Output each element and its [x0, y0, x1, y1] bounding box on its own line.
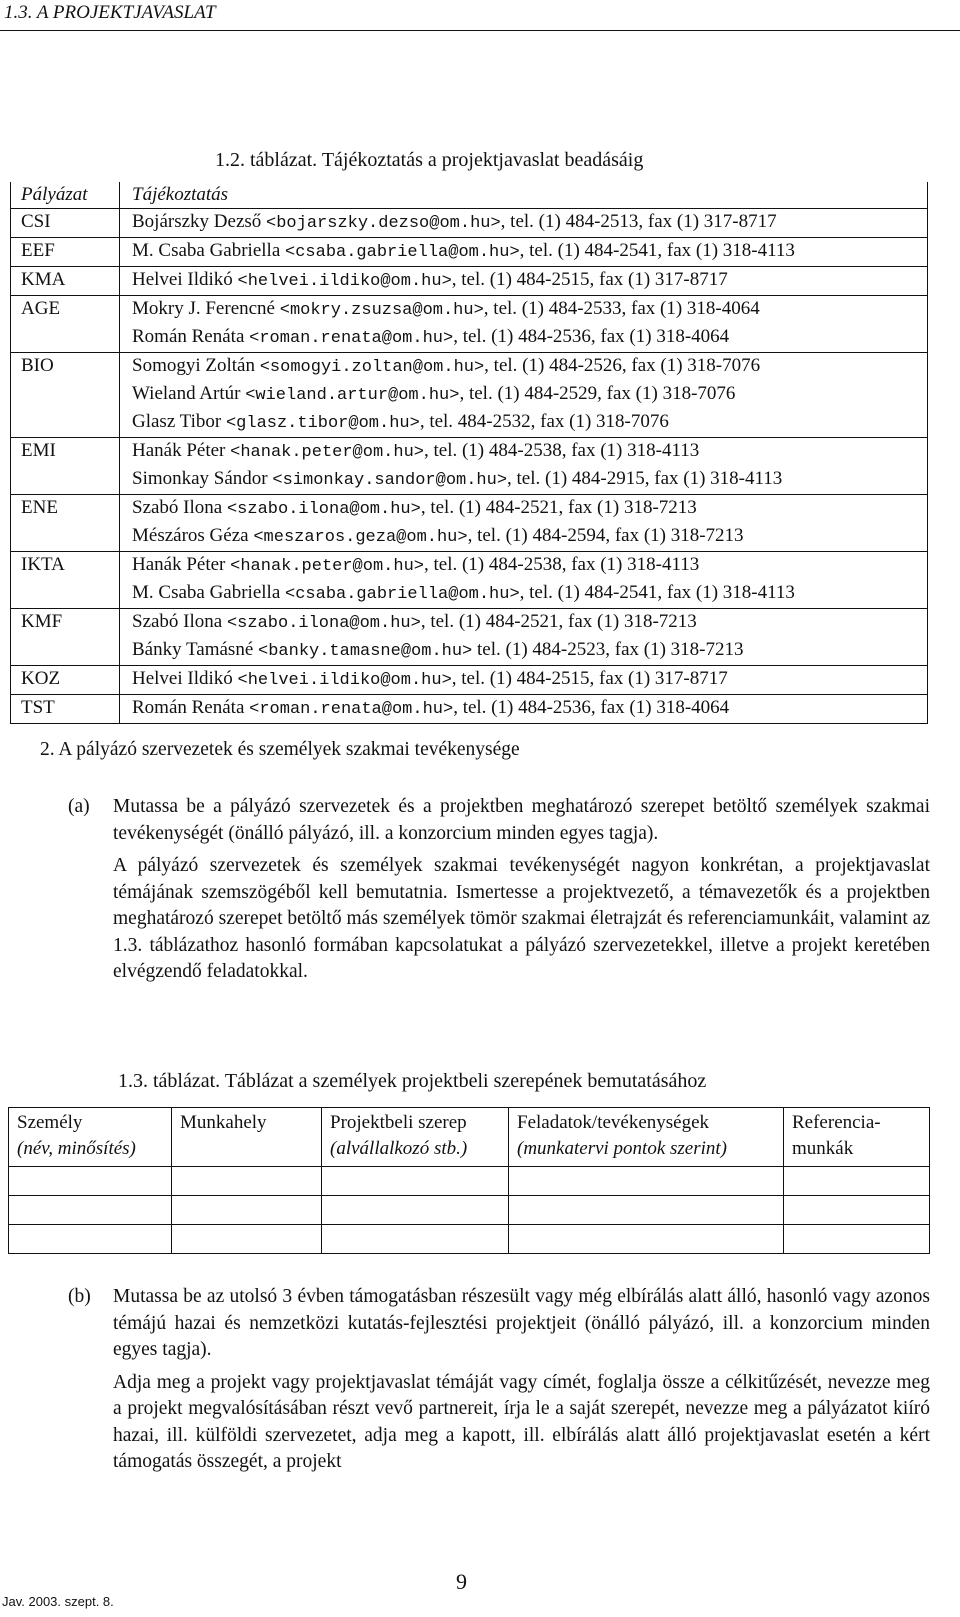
table-cell	[172, 1225, 322, 1254]
program-code: KMA	[11, 267, 120, 296]
column-header-palyazat: Pályázat	[11, 182, 120, 209]
contact-email: <szabo.ilona@om.hu>	[226, 614, 421, 633]
table-row	[11, 267, 928, 296]
contact-phone-fax: , tel. (1) 484-2521, fax (1) 318-7213	[420, 497, 697, 518]
contact-phone-fax: , tel. (1) 484-2538, fax (1) 318-4113	[423, 440, 700, 461]
contact-phone-fax: , tel. (1) 484-2536, fax (1) 318-4064	[453, 697, 730, 718]
contact-phone-fax: , tel. (1) 484-2521, fax (1) 318-7213	[420, 611, 697, 632]
contact-info	[120, 409, 928, 438]
roles-table	[8, 1107, 930, 1254]
table-cell	[172, 1196, 322, 1225]
contact-info	[120, 296, 928, 325]
contact-email: <helvei.ildiko@om.hu>	[237, 272, 452, 291]
contact-info	[120, 466, 928, 495]
table-cell	[784, 1225, 930, 1254]
program-code: KOZ	[11, 666, 120, 695]
contact-info	[120, 353, 928, 382]
column-header	[9, 1108, 172, 1167]
program-code	[11, 580, 120, 609]
table-header-row	[11, 182, 928, 209]
contact-phone-fax: , tel. (1) 484-2513, fax (1) 317-8717	[500, 211, 777, 232]
contact-email: <somogyi.zoltan@om.hu>	[259, 358, 485, 377]
table-caption: 1.3. táblázat. Táblázat a személyek projektbeli szerepének bemutatásához	[118, 1070, 707, 1092]
table-cell	[9, 1167, 172, 1196]
contact-email: <csaba.gabriella@om.hu>	[285, 243, 520, 262]
table-cell	[784, 1196, 930, 1225]
contact-info	[120, 695, 928, 724]
header-rule	[0, 30, 960, 31]
item-paragraph: Mutassa be az utolsó 3 évben támogatásban részesült vagy még elbírálás alatt álló, hasonló vagy azonos témájú hazai és nemzetközi kutatás-fejlesztési projektjeit (önálló pályázó, ill. a konzorcium minden egyes tagja).	[113, 1286, 930, 1360]
program-code: KMF	[11, 609, 120, 638]
contact-name: Wieland Artúr	[132, 383, 246, 404]
table-cell	[172, 1167, 322, 1196]
table-row	[11, 580, 928, 609]
contact-info	[120, 523, 928, 552]
table-row	[11, 666, 928, 695]
contact-name: Szabó Ilona	[132, 497, 227, 518]
table-row	[11, 209, 928, 238]
header-main: Projektbeli szerep	[330, 1112, 467, 1133]
contact-phone-fax: , tel. (1) 484-2515, fax (1) 317-8717	[451, 269, 728, 290]
contact-name: Somogyi Zoltán	[132, 355, 260, 376]
program-code: EMI	[11, 438, 120, 467]
program-code	[11, 523, 120, 552]
contact-phone-fax: , tel. (1) 484-2533, fax (1) 318-4064	[483, 298, 760, 319]
contact-email: <roman.renata@om.hu>	[249, 329, 454, 348]
contact-phone-fax: , tel. 484-2532, fax (1) 318-7076	[419, 411, 669, 432]
contact-info	[120, 637, 928, 666]
table-row	[11, 495, 928, 524]
contact-email: <helvei.ildiko@om.hu>	[237, 671, 452, 690]
column-header	[509, 1108, 784, 1167]
table-row	[11, 409, 928, 438]
item-paragraph: A pályázó szervezetek és személyek szakmai tevékenységét nagyon konkrétan, a projektjavaslat témájának szemszögéből kell bemutatnia. Ismertesse a projektvezető, a témavezetők és a projektben meghatározó szerepet betöltő más személyek tömör szakmai életrajzát és referenciamunkáit, valamint az 1.3. táblázathoz hasonló formában kapcsolatukat a pályázó szervezetekkel, illetve a projekt keretében elvégzendő feladatokkal.	[113, 855, 930, 982]
contact-phone-fax: , tel. (1) 484-2526, fax (1) 318-7076	[484, 355, 761, 376]
header-main: Személy	[17, 1112, 83, 1133]
contact-email: <mokry.zsuzsa@om.hu>	[279, 301, 484, 320]
table-row	[11, 381, 928, 409]
table-header-row	[9, 1108, 930, 1167]
page-number: 9	[456, 1569, 467, 1594]
table-cell	[322, 1167, 509, 1196]
header-main: Feladatok/tevékenységek	[517, 1112, 710, 1133]
contact-info	[120, 495, 928, 524]
table-row	[11, 523, 928, 552]
contact-info	[120, 609, 928, 638]
table-caption: 1.2. táblázat. Tájékoztatás a projektjavaslat beadásáig	[215, 149, 644, 171]
contact-phone-fax: , tel. (1) 484-2915, fax (1) 318-4113	[507, 468, 783, 489]
header-main: Referencia-munkák	[792, 1112, 881, 1159]
table-row	[11, 609, 928, 638]
contact-email: <meszaros.geza@om.hu>	[253, 528, 468, 547]
table-cell	[9, 1225, 172, 1254]
contact-email: <szabo.ilona@om.hu>	[226, 500, 421, 519]
program-code	[11, 637, 120, 666]
contact-email: <wieland.artur@om.hu>	[245, 386, 460, 405]
program-code: EEF	[11, 238, 120, 267]
table-row	[9, 1225, 930, 1254]
contact-name: Hanák Péter	[132, 440, 231, 461]
contact-phone-fax: , tel. (1) 484-2594, fax (1) 318-7213	[467, 525, 744, 546]
contact-info	[120, 580, 928, 609]
contact-info	[120, 381, 928, 409]
contact-info	[120, 238, 928, 267]
item-paragraph: Mutassa be a pályázó szervezetek és a projektben meghatározó szerepet betöltő személyek szakmai tevékenységét (önálló pályázó, ill. a konzorcium minden egyes tagja).	[113, 796, 930, 844]
list-item-b	[68, 1284, 930, 1514]
contact-phone-fax: , tel. (1) 484-2515, fax (1) 317-8717	[451, 668, 728, 689]
program-code: ENE	[11, 495, 120, 524]
contact-phone-fax: tel. (1) 484-2523, fax (1) 318-7213	[472, 639, 744, 660]
contact-email: <bojarszky.dezso@om.hu>	[266, 214, 501, 233]
contact-info	[120, 438, 928, 467]
contact-email: <simonkay.sandor@om.hu>	[272, 471, 508, 490]
header-main: Munkahely	[180, 1112, 267, 1133]
contact-phone-fax: , tel. (1) 484-2538, fax (1) 318-4113	[423, 554, 700, 575]
program-code: CSI	[11, 209, 120, 238]
table-row	[9, 1196, 930, 1225]
contact-phone-fax: , tel. (1) 484-2529, fax (1) 318-7076	[459, 383, 736, 404]
contact-info	[120, 324, 928, 353]
contact-info	[120, 267, 928, 296]
section-heading: 2. A pályázó szervezetek és személyek szakmai tevékenysége	[40, 739, 520, 760]
table-cell	[9, 1196, 172, 1225]
contact-email: <hanak.peter@om.hu>	[230, 557, 424, 576]
contact-phone-fax: , tel. (1) 484-2541, fax (1) 318-4113	[519, 582, 795, 603]
column-header-tajekoztatas: Tájékoztatás	[120, 182, 928, 209]
contact-name: Bojárszky Dezső	[132, 211, 267, 232]
program-code: AGE	[11, 296, 120, 325]
program-code	[11, 466, 120, 495]
column-header	[784, 1108, 930, 1167]
contact-info	[120, 666, 928, 695]
contact-name: Mészáros Géza	[132, 525, 254, 546]
table-row	[11, 353, 928, 382]
table-cell	[509, 1167, 784, 1196]
contact-name: Bánky Tamásné	[132, 639, 259, 660]
contact-name: Hanák Péter	[132, 554, 231, 575]
footer-date: Jav. 2003. szept. 8.	[2, 1594, 114, 1609]
list-item-a	[68, 794, 930, 1044]
program-code: IKTA	[11, 552, 120, 581]
contact-email: <glasz.tibor@om.hu>	[225, 414, 420, 433]
contact-name: Helvei Ildikó	[132, 668, 238, 689]
contact-name: Román Renáta	[132, 326, 250, 347]
item-label: (a)	[68, 796, 90, 817]
program-code: TST	[11, 695, 120, 724]
contact-email: <roman.renata@om.hu>	[249, 700, 454, 719]
table-cell	[322, 1225, 509, 1254]
contact-phone-fax: , tel. (1) 484-2541, fax (1) 318-4113	[519, 240, 795, 261]
contact-info	[120, 552, 928, 581]
contact-name: M. Csaba Gabriella	[132, 582, 286, 603]
contact-name: Román Renáta	[132, 697, 250, 718]
table-row	[11, 552, 928, 581]
table-row	[9, 1167, 930, 1196]
table-row	[11, 637, 928, 666]
table-row	[11, 438, 928, 467]
contact-name: Helvei Ildikó	[132, 269, 238, 290]
contact-table	[10, 182, 928, 724]
program-code	[11, 381, 120, 409]
program-code	[11, 324, 120, 353]
contact-name: Mokry J. Ferencné	[132, 298, 280, 319]
item-paragraph: Adja meg a projekt vagy projektjavaslat témáját vagy címét, foglalja össze a célkitűzését, nevezze meg a projekt megvalósításában részt vevő partnereit, írja le a saját szerepét, nevezze meg a pályázatot kiíró hazai, ill. külföldi szervezetet, adja meg a kapott, ill. elbírálás alatt álló projektjavaslat esetén a kért támogatás összegét, a projekt	[113, 1371, 930, 1472]
table-cell	[784, 1167, 930, 1196]
contact-email: <hanak.peter@om.hu>	[230, 443, 424, 462]
contact-name: Glasz Tibor	[132, 411, 226, 432]
program-code	[11, 409, 120, 438]
table-cell	[509, 1196, 784, 1225]
contact-info	[120, 209, 928, 238]
running-header: 1.3. A PROJEKTJAVASLAT	[4, 2, 216, 23]
item-label: (b)	[68, 1286, 91, 1307]
table-row	[11, 695, 928, 724]
header-sub: (név, minősítés)	[17, 1138, 136, 1159]
column-header	[172, 1108, 322, 1167]
header-sub: (munkatervi pontok szerint)	[517, 1138, 728, 1159]
contact-name: Szabó Ilona	[132, 611, 227, 632]
table-row	[11, 466, 928, 495]
contact-phone-fax: , tel. (1) 484-2536, fax (1) 318-4064	[453, 326, 730, 347]
table-cell	[322, 1196, 509, 1225]
table-row	[11, 324, 928, 353]
header-sub: (alvállalkozó stb.)	[330, 1138, 468, 1159]
contact-email: <banky.tamasne@om.hu>	[258, 642, 473, 661]
contact-email: <csaba.gabriella@om.hu>	[285, 585, 520, 604]
table-cell	[509, 1225, 784, 1254]
contact-name: M. Csaba Gabriella	[132, 240, 286, 261]
contact-name: Simonkay Sándor	[132, 468, 273, 489]
program-code: BIO	[11, 353, 120, 382]
column-header	[322, 1108, 509, 1167]
table-row	[11, 296, 928, 325]
table-row	[11, 238, 928, 267]
